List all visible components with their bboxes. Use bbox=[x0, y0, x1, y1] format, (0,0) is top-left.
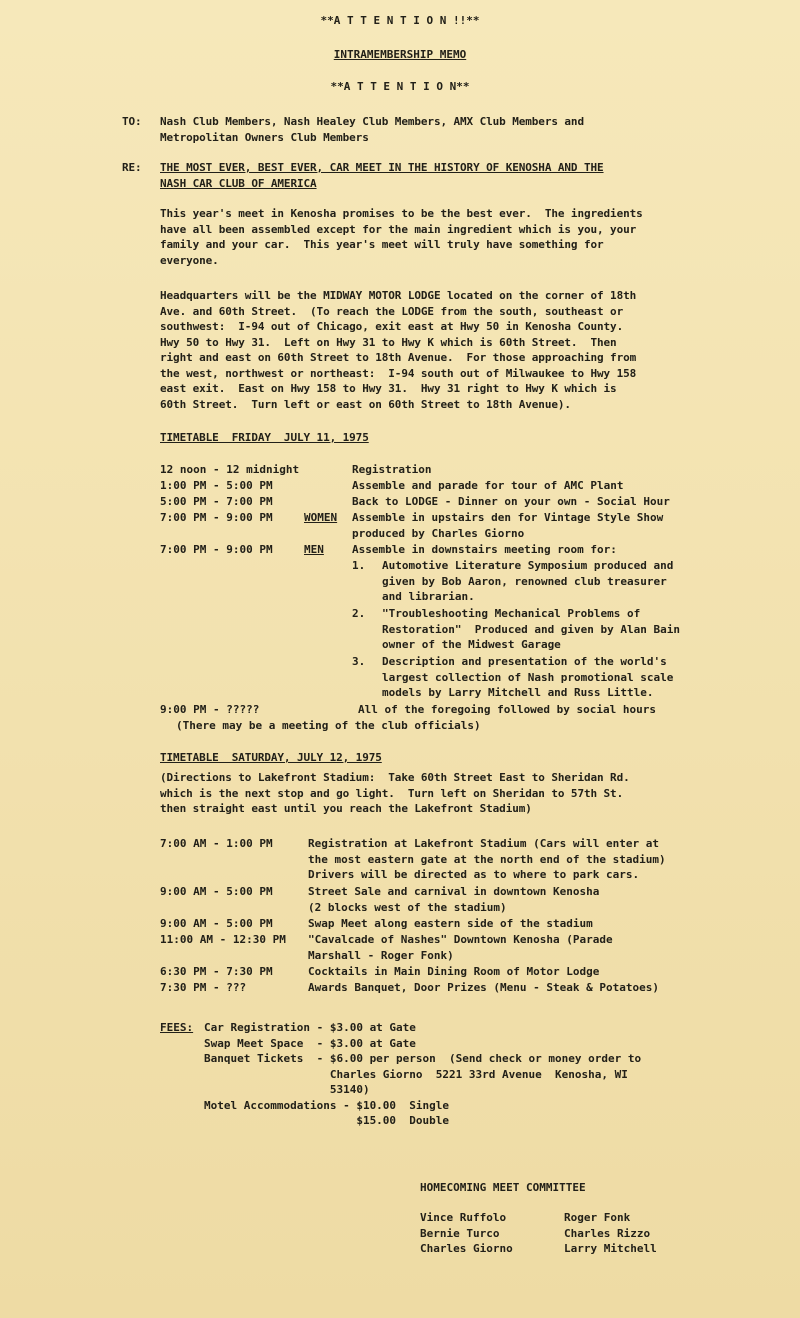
fees-list bbox=[204, 1020, 641, 1129]
committee-member: Roger Fonk bbox=[564, 1211, 631, 1224]
item-number: 2. bbox=[352, 607, 366, 620]
item-number: 3. bbox=[352, 655, 366, 668]
saturday-time: 9:00 AM - 5:00 PM bbox=[160, 885, 273, 898]
to-label: TO: bbox=[122, 115, 142, 128]
friday-time: 7:00 PM - 9:00 PM bbox=[160, 543, 273, 556]
committee-member: Charles Giorno bbox=[420, 1242, 513, 1255]
re-subject: THE MOST EVER, BEST EVER, CAR MEET IN THE HISTORY OF KENOSHA AND THE NASH CAR CLUB OF AMERICA bbox=[160, 161, 604, 190]
friday-who-women: WOMEN bbox=[304, 511, 338, 524]
saturday-desc: "Cavalcade of Nashes" Downtown Kenosha (Parade Marshall - Roger Fonk) bbox=[308, 933, 613, 962]
friday-late-desc: All of the foregoing followed by social hours bbox=[358, 703, 657, 716]
committee-col-1 bbox=[420, 1210, 513, 1257]
committee-member: Larry Mitchell bbox=[564, 1242, 657, 1255]
saturday-desc: Awards Banquet, Door Prizes (Menu - Steak & Potatoes) bbox=[308, 981, 659, 994]
friday-time: 1:00 PM - 5:00 PM bbox=[160, 479, 273, 492]
saturday-heading: TIMETABLE SATURDAY, JULY 12, 1975 bbox=[160, 751, 382, 764]
fees-label: FEES: bbox=[160, 1021, 194, 1034]
item-text: Automotive Literature Symposium produced and given by Bob Aaron, renowned club treasurer and librarian. bbox=[382, 559, 674, 603]
friday-late-note: (There may be a meeting of the club officials) bbox=[176, 719, 481, 732]
fee-line: Car Registration - $3.00 at Gate bbox=[204, 1021, 416, 1034]
fee-line: $15.00 Double bbox=[204, 1114, 450, 1127]
fee-line: Banquet Tickets - $6.00 per person (Send check or money order to bbox=[204, 1052, 642, 1065]
friday-time: 7:00 PM - 9:00 PM bbox=[160, 511, 273, 524]
saturday-time: 9:00 AM - 5:00 PM bbox=[160, 917, 273, 930]
attention-header-top: **A T T E N T I O N !!** bbox=[320, 14, 480, 27]
friday-desc: Registration bbox=[352, 463, 432, 476]
headquarters-paragraph: Headquarters will be the MIDWAY MOTOR LODGE located on the corner of 18th Ave. and 60th Street. (To reach the LODGE from the south, southeast or southwest: I-94 out of Chicago, exit east at Hwy 50 in Kenosha County. Hwy 50 to Hwy 31. Left on Hwy 31 to Hwy K which is 60th Street. Then right and east on 60th Street to 18th Avenue. For those approaching from the west, northwest or northeast: I-94 south out of Milwaukee to Hwy 158 east exit. East on Hwy 158 to Hwy 31. Hwy 31 right to Hwy K which is 60th Street. Turn left or east on 60th Street to 18th Avenue). bbox=[160, 289, 637, 411]
friday-desc: Assemble in upstairs den for Vintage Style Show produced by Charles Giorno bbox=[352, 511, 664, 540]
fee-line: Charles Giorno 5221 33rd Avenue Kenosha, WI bbox=[204, 1067, 628, 1081]
friday-desc: Assemble and parade for tour of AMC Plant bbox=[352, 479, 624, 492]
friday-desc: Assemble in downstairs meeting room for: bbox=[352, 543, 617, 556]
fee-line: Swap Meet Space - $3.00 at Gate bbox=[204, 1036, 416, 1050]
intro-paragraph: This year's meet in Kenosha promises to be the best ever. The ingredients have all been assembled except for the main ingredient which is you, your family and your car. This year's meet will truly have something for everyone. bbox=[160, 207, 643, 267]
friday-desc: Back to LODGE - Dinner on your own - Social Hour bbox=[352, 495, 670, 508]
re-label: RE: bbox=[122, 161, 142, 174]
fee-line: Motel Accommodations - $10.00 Single bbox=[204, 1098, 450, 1112]
committee-col-2 bbox=[564, 1210, 657, 1257]
item-text: Description and presentation of the world's largest collection of Nash promotional scale models by Larry Mitchell and Russ Little. bbox=[382, 655, 674, 699]
committee-member: Charles Rizzo bbox=[564, 1226, 651, 1240]
friday-late-time: 9:00 PM - ????? bbox=[160, 703, 260, 716]
item-text: "Troubleshooting Mechanical Problems of Restoration" Produced and given by Alan Bain owner of the Midwest Garage bbox=[382, 607, 681, 651]
saturday-desc: Registration at Lakefront Stadium (Cars will enter at the most eastern gate at the north end of the stadium) Drivers will be directed as to where to park cars. bbox=[308, 837, 666, 881]
saturday-time: 6:30 PM - 7:30 PM bbox=[160, 965, 273, 978]
to-recipients: Nash Club Members, Nash Healey Club Members, AMX Club Members and Metropolitan Owners Club Members bbox=[160, 115, 584, 144]
saturday-desc: Swap Meet along eastern side of the stadium bbox=[308, 917, 593, 930]
saturday-time: 11:00 AM - 12:30 PM bbox=[160, 933, 286, 946]
item-number: 1. bbox=[352, 559, 366, 572]
friday-time: 5:00 PM - 7:00 PM bbox=[160, 495, 273, 508]
saturday-desc: Cocktails in Main Dining Room of Motor Lodge bbox=[308, 965, 600, 978]
committee-member: Bernie Turco bbox=[420, 1226, 500, 1240]
friday-time: 12 noon - 12 midnight bbox=[160, 463, 300, 476]
saturday-time: 7:00 AM - 1:00 PM bbox=[160, 837, 273, 850]
attention-header-bottom: **A T T E N T I O N** bbox=[330, 80, 470, 93]
memo-subtitle: INTRAMEMBERSHIP MEMO bbox=[333, 48, 467, 61]
saturday-desc: Street Sale and carnival in downtown Kenosha (2 blocks west of the stadium) bbox=[308, 885, 600, 914]
saturday-directions: (Directions to Lakefront Stadium: Take 60th Street East to Sheridan Rd. which is the next stop and go light. Turn left on Sheridan to 57th St. then straight east until you reach the Lakefront Stadium) bbox=[160, 771, 630, 815]
committee-heading: HOMECOMING MEET COMMITTEE bbox=[420, 1181, 586, 1194]
friday-heading: TIMETABLE FRIDAY JULY 11, 1975 bbox=[160, 431, 369, 444]
friday-who-men: MEN bbox=[304, 543, 324, 556]
fee-line: 53140) bbox=[204, 1083, 370, 1096]
committee-member: Vince Ruffolo bbox=[420, 1211, 507, 1224]
saturday-time: 7:30 PM - ??? bbox=[160, 981, 247, 994]
